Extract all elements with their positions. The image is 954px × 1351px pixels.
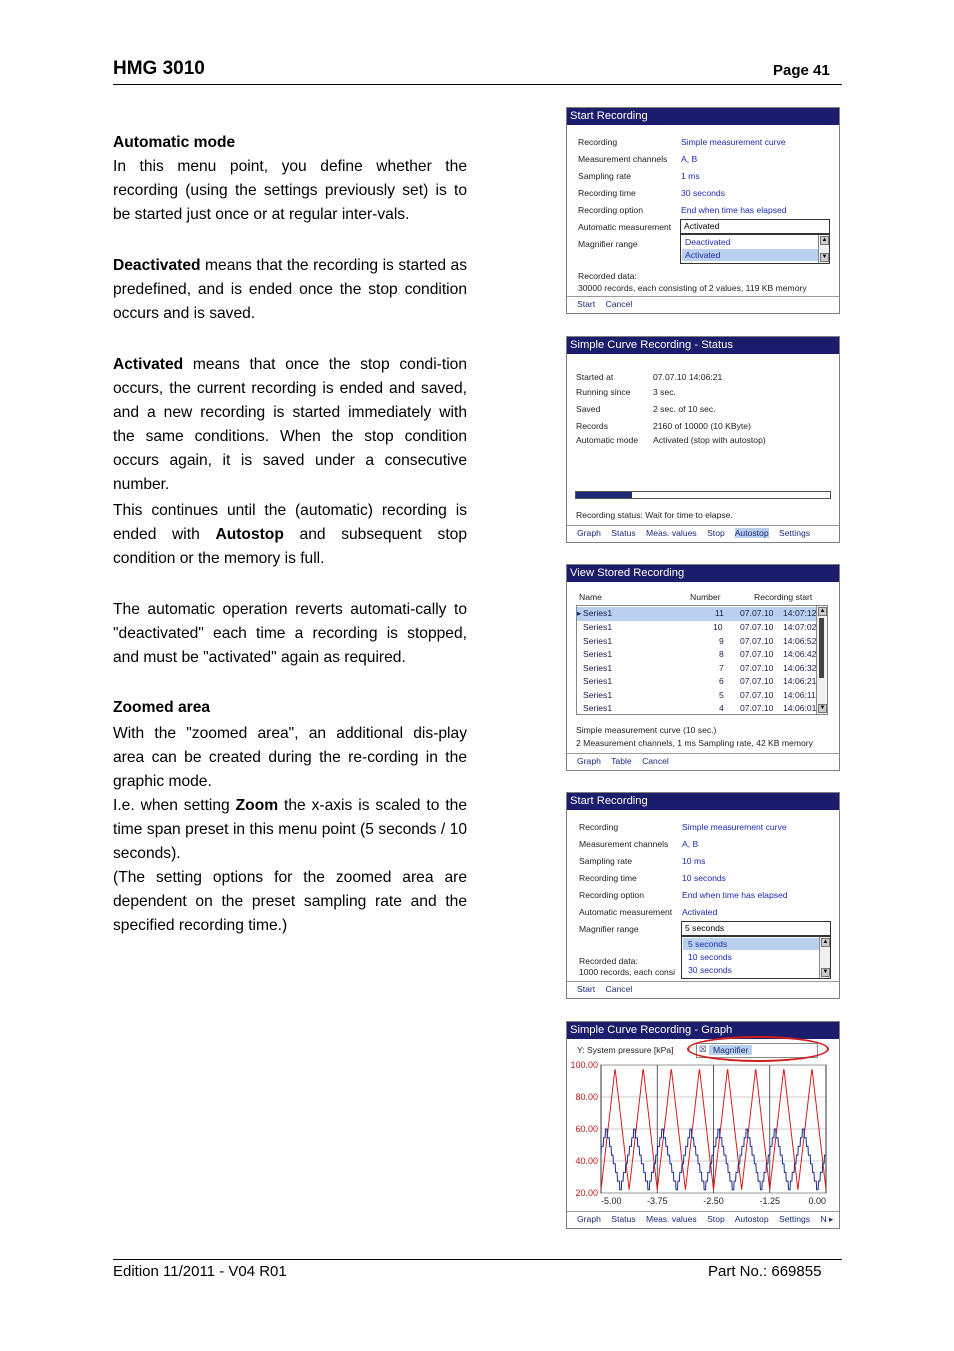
dropdown-option[interactable]: 10 seconds	[688, 952, 732, 962]
autostop-text-a: This continues until the (automatic) recording is ended with	[113, 502, 467, 543]
row-date: 07.07.10	[740, 635, 774, 646]
row-number: 8	[719, 649, 724, 659]
deactivated-paragraph	[113, 254, 467, 326]
progress-fill	[576, 492, 632, 498]
screen-title: View Stored Recording	[567, 565, 839, 582]
menu-meas-values[interactable]: Meas. values	[646, 1214, 697, 1224]
automatic-mode-paragraph: In this menu point, you define whether the recording (using the settings previously set) is to be started just once or at regular inter-vals.	[113, 158, 467, 223]
scroll-down-icon[interactable]: ▼	[822, 969, 829, 975]
row-date: 07.07.10	[740, 608, 774, 618]
field-value[interactable]: 30 seconds	[681, 188, 725, 198]
field-label: Magnifier range	[578, 239, 638, 249]
row-number: 10	[713, 622, 723, 632]
field-label: Recording time	[578, 188, 636, 198]
field-label: Sampling rate	[578, 171, 632, 181]
row-name: Series1	[583, 608, 613, 618]
scroll-down-icon[interactable]: ▼	[819, 705, 826, 711]
footer-rule	[113, 1259, 842, 1260]
screen-view-stored-recording	[566, 564, 840, 771]
field-label: Measurement channels	[579, 839, 669, 849]
chart-x-ticks	[601, 1196, 826, 1206]
row-time: 14:06:32	[783, 662, 817, 673]
screen-title: Start Recording	[567, 793, 839, 810]
scroll-up-icon[interactable]: ▲	[822, 939, 829, 945]
row-time: 14:06:01	[783, 703, 817, 713]
row-name: Series1	[583, 703, 613, 713]
document-title: HMG 3010	[113, 58, 205, 79]
activated-description: means that once the stop condi-tion occurs, the current recording is ended and saved, and a new recording is started immediately with the same conditions. When the stop condition occurs again, it is saved under a consecutive number.	[113, 356, 467, 493]
row-number: 5	[719, 689, 724, 700]
table-row-selected[interactable]	[577, 607, 817, 621]
column-header-number: Number	[690, 592, 721, 602]
scroll-down-icon[interactable]: ▼	[821, 254, 828, 260]
revert-paragraph: The automatic operation reverts automati-cally to "deactivated" each time a recording is stopped, and must be "activated" again as required.	[113, 601, 467, 666]
status-value: 2160 of 10000 (10 KByte)	[653, 421, 751, 431]
row-name: Series1	[583, 662, 613, 673]
field-value[interactable]: Simple measurement curve	[681, 137, 786, 147]
field-label: Recording option	[578, 205, 643, 215]
table-row[interactable]	[577, 689, 817, 703]
status-value: 2 sec. of 10 sec.	[653, 404, 716, 414]
magnifier-option[interactable]: Magnifier	[709, 1045, 752, 1055]
recorded-data-label: Recorded data:	[579, 956, 638, 966]
field-value[interactable]: 10 seconds	[682, 873, 726, 883]
table-row[interactable]	[577, 621, 817, 635]
text-column	[113, 131, 467, 938]
table-row[interactable]	[577, 702, 817, 716]
row-number: 11	[715, 608, 724, 618]
row-name: Series1	[583, 622, 613, 632]
x-tick-label: 0.00	[808, 1196, 826, 1206]
x-tick-label: -3.75	[646, 1196, 668, 1206]
menu-start[interactable]: Start	[577, 984, 596, 994]
magnifier-range-select[interactable]	[681, 921, 831, 936]
recorded-data-value: 30000 records, each consisting of 2 values, 119 KB memory	[578, 283, 807, 293]
recording-info-line1: Simple measurement curve (10 sec.)	[576, 725, 717, 735]
menu-cancel[interactable]: Cancel	[605, 299, 633, 309]
menu-bar	[567, 1211, 839, 1228]
autostop-paragraph	[113, 499, 467, 571]
screen-start-recording-2	[566, 792, 840, 999]
row-date: 07.07.10	[740, 703, 774, 713]
table-scrollbar[interactable]	[816, 606, 827, 714]
field-value[interactable]: Activated	[682, 907, 718, 917]
pressure-chart	[567, 1057, 839, 1227]
column-header-name: Name	[579, 592, 602, 602]
scroll-up-icon[interactable]: ▲	[819, 608, 826, 614]
row-time: 14:07:02	[783, 622, 817, 632]
chart-y-ticks	[570, 1060, 598, 1198]
field-label: Magnifier range	[579, 924, 639, 934]
row-date: 07.07.10	[740, 649, 774, 659]
status-value: 3 sec.	[653, 387, 676, 397]
field-value[interactable]: End when time has elapsed	[682, 890, 788, 900]
row-time: 14:06:42	[783, 649, 817, 659]
recording-info-line2: 2 Measurement channels, 1 ms Sampling rate, 42 KB memory	[576, 738, 813, 748]
select-value: Activated	[684, 221, 720, 231]
menu-status[interactable]: Status	[611, 528, 636, 538]
recordings-table[interactable]	[576, 605, 828, 715]
part-number: Part No.: 669855	[708, 1263, 822, 1280]
screen-title: Start Recording	[567, 108, 839, 125]
screen-recording-status	[566, 336, 840, 543]
scroll-up-icon[interactable]: ▲	[821, 237, 828, 243]
x-tick-label: -2.50	[703, 1196, 724, 1206]
row-time: 14:06:21	[783, 676, 817, 686]
menu-settings[interactable]: Settings	[779, 1214, 811, 1224]
menu-autostop[interactable]: Autostop	[734, 528, 769, 538]
row-date: 07.07.10	[740, 689, 774, 700]
row-number: 6	[719, 676, 724, 686]
field-label: Sampling rate	[579, 856, 633, 866]
dropdown-scrollbar[interactable]	[818, 235, 829, 263]
menu-bar	[567, 525, 839, 542]
row-name: Series1	[583, 689, 613, 700]
row-name: Series1	[583, 649, 613, 659]
screen-title: Simple Curve Recording - Graph	[567, 1022, 839, 1039]
y-tick-label: 20.00	[575, 1188, 598, 1198]
zoomed-area-heading: Zoomed area	[113, 699, 211, 716]
menu-autostop[interactable]: Autostop	[734, 1214, 769, 1224]
field-label: Recording	[579, 822, 619, 832]
field-label: Automatic measurement	[579, 907, 673, 917]
activated-paragraph	[113, 353, 467, 497]
menu-table[interactable]: Table	[611, 756, 632, 766]
scroll-thumb[interactable]	[819, 618, 824, 678]
menu-start[interactable]: Start	[577, 299, 596, 309]
dropdown-option-selected[interactable]: 5 seconds	[683, 938, 819, 950]
field-label: Recording	[578, 137, 618, 147]
status-label: Running since	[576, 387, 631, 397]
row-name: Series1	[583, 635, 613, 646]
status-label: Started at	[576, 372, 614, 382]
row-name: Series1	[583, 676, 613, 686]
autostop-term: Autostop	[215, 526, 284, 543]
zoom-term: Zoom	[235, 797, 279, 814]
dropdown-option[interactable]: 30 seconds	[688, 965, 732, 975]
menu-next[interactable]: N ▸	[820, 1214, 834, 1224]
row-time: 14:06:52	[783, 635, 817, 646]
menu-meas-values[interactable]: Meas. values	[646, 528, 697, 538]
table-row[interactable]	[577, 648, 817, 662]
x-tick-label: -5.00	[601, 1196, 622, 1206]
menu-stop[interactable]: Stop	[707, 1214, 725, 1224]
table-row[interactable]	[577, 662, 817, 676]
recording-status: Recording status: Wait for time to elapse.	[576, 510, 733, 520]
field-value[interactable]: 10 ms	[682, 856, 706, 866]
row-time: 14:07:12	[783, 608, 817, 618]
row-date: 07.07.10	[740, 622, 774, 632]
row-time: 14:06:11	[783, 689, 816, 700]
field-value[interactable]: Simple measurement curve	[682, 822, 787, 832]
menu-graph[interactable]: Graph	[577, 1214, 601, 1224]
page-number: Page 41	[773, 62, 830, 79]
zoom-text-a: I.e. when setting	[113, 797, 236, 814]
field-label: Recording time	[579, 873, 637, 883]
row-number: 7	[719, 662, 724, 673]
menu-settings[interactable]: Settings	[779, 528, 811, 538]
menu-bar	[567, 296, 839, 313]
field-label: Automatic measurement	[578, 222, 672, 232]
dropdown-option[interactable]: Deactivated	[685, 237, 731, 247]
status-value: Activated (stop with autostop)	[653, 435, 766, 445]
autostop-text-b: and subsequent stop condition or the memory is full.	[113, 526, 467, 567]
dropdown-option-selected[interactable]: Activated	[682, 249, 818, 261]
status-label: Automatic mode	[576, 435, 639, 445]
dropdown-scrollbar[interactable]	[819, 937, 830, 978]
zoomed-area-paragraph: With the "zoomed area", an additional dis-play area can be created during the re-cording in the graphic mode.	[113, 725, 467, 790]
recorded-data-value: 1000 records, each consi	[579, 967, 676, 977]
field-value[interactable]: End when time has elapsed	[681, 205, 787, 215]
automatic-mode-heading: Automatic mode	[113, 134, 236, 151]
menu-status[interactable]: Status	[611, 1214, 636, 1224]
y-tick-label: 40.00	[575, 1156, 598, 1166]
automatic-measurement-select[interactable]	[680, 219, 830, 234]
screen-title: Simple Curve Recording - Status	[567, 337, 839, 354]
activated-term: Activated	[113, 356, 184, 373]
menu-bar	[567, 753, 839, 770]
progress-bar	[575, 491, 831, 499]
field-value[interactable]: A, B	[681, 154, 698, 164]
y-axis-channel-label: Y: System pressure [kPa]	[577, 1045, 674, 1055]
y-tick-label: 100.00	[570, 1060, 598, 1070]
menu-stop[interactable]: Stop	[707, 528, 725, 538]
select-value: 5 seconds	[685, 923, 725, 933]
selected-row-pointer-icon: ▸	[577, 608, 582, 618]
zoom-text-b: the x-axis is scaled to the time span preset in this menu point (5 seconds / 10 seconds).	[113, 797, 467, 862]
row-date: 07.07.10	[740, 662, 774, 673]
field-label: Recording option	[579, 890, 644, 900]
menu-graph[interactable]: Graph	[577, 756, 601, 766]
row-date: 07.07.10	[740, 676, 774, 686]
column-header-recording-start: Recording start	[754, 592, 813, 602]
menu-graph[interactable]: Graph	[577, 528, 601, 538]
field-label: Measurement channels	[578, 154, 668, 164]
table-row[interactable]	[577, 635, 817, 649]
field-value[interactable]: A, B	[682, 839, 699, 849]
row-number: 4	[719, 703, 724, 713]
screen-start-recording-1	[566, 107, 840, 314]
table-row[interactable]	[577, 675, 817, 689]
status-label: Records	[576, 421, 608, 431]
dropdown-list[interactable]	[681, 936, 831, 979]
checkbox-icon[interactable]: ☒	[699, 1044, 707, 1054]
zoom-options-paragraph: (The setting options for the zoomed area are dependent on the preset sampling rate and the specified recording time.)	[113, 869, 467, 934]
status-label: Saved	[576, 404, 601, 414]
menu-cancel[interactable]: Cancel	[605, 984, 633, 994]
screen-recording-graph	[566, 1021, 840, 1229]
edition: Edition 11/2011 - V04 R01	[113, 1263, 287, 1280]
y-tick-label: 80.00	[575, 1092, 598, 1102]
dropdown-list[interactable]	[680, 234, 830, 264]
zoom-setting-paragraph	[113, 794, 467, 866]
field-value[interactable]: 1 ms	[681, 171, 700, 181]
y-tick-label: 60.00	[575, 1124, 598, 1134]
menu-bar	[567, 981, 839, 998]
menu-cancel[interactable]: Cancel	[642, 756, 669, 766]
x-tick-label: -1.25	[759, 1196, 781, 1206]
deactivated-description: means that the recording is started as predefined, and is ended once the stop condition occurs and is saved.	[113, 257, 467, 322]
header-rule	[113, 84, 842, 85]
row-number: 9	[719, 635, 724, 646]
recorded-data-label: Recorded data:	[578, 271, 637, 281]
status-value: 07.07.10 14:06:21	[653, 372, 723, 382]
deactivated-term: Deactivated	[113, 257, 201, 274]
